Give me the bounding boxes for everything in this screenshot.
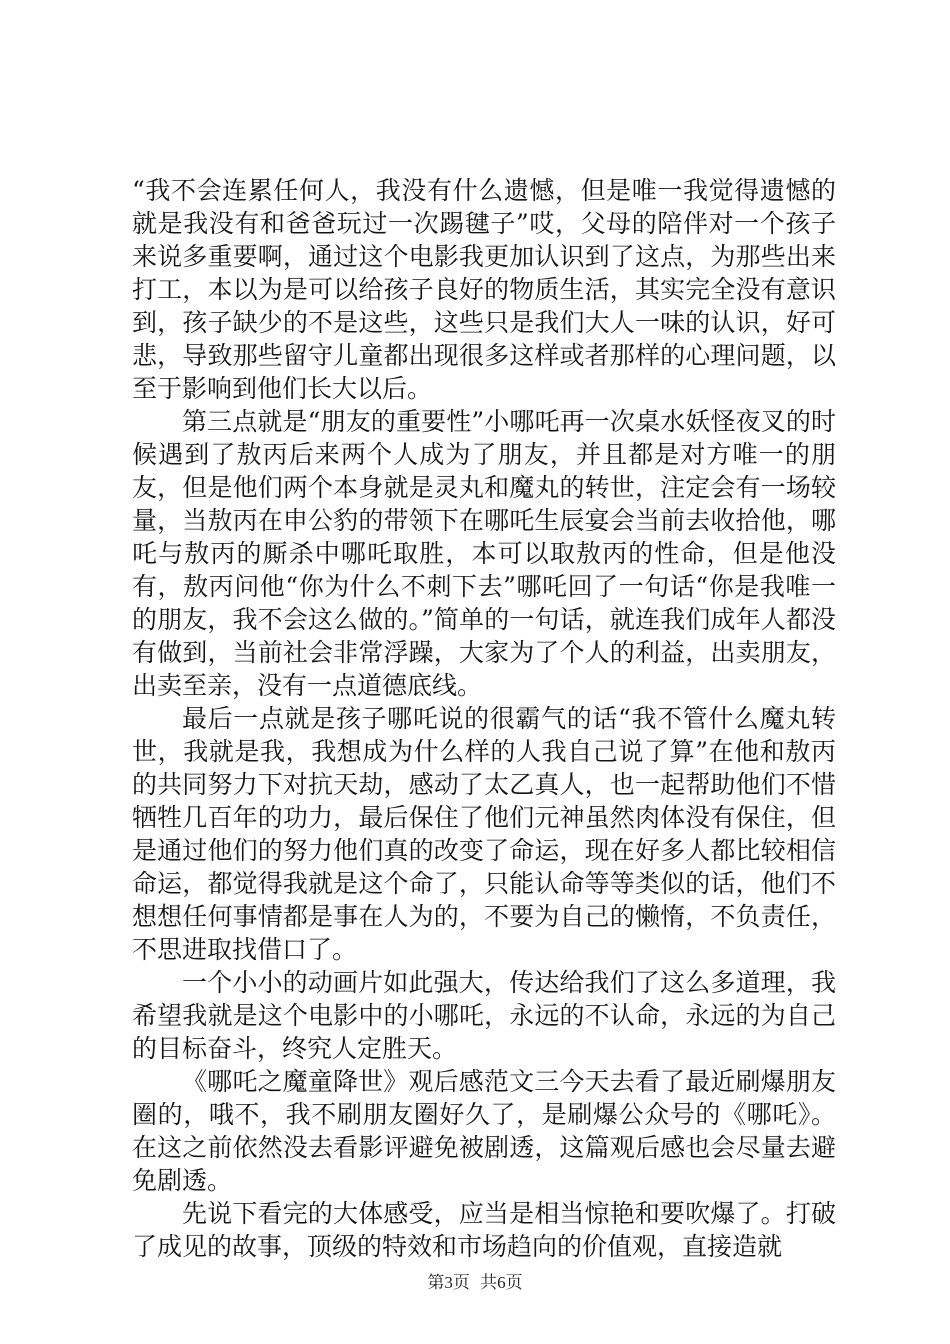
paragraph-6: 先说下看完的大体感受，应当是相当惊艳和要吹爆了。打破了成见的故事，顶级的特效和市场趋向的价值观，直接造就 — [132, 1199, 836, 1261]
paragraph-5: 《哪吒之魔童降世》观后感范文三今天去看了最近刷爆朋友圈的，哦不，我不刷朋友圈好久了，是刷爆公众号的《哪吒》。在这之前依然没去看影评避免被剧透，这篇观后感也会尽量去避免剧透。 — [132, 1067, 836, 1195]
paragraph-3: 最后一点就是孩子哪吒说的很霸气的话“我不管什么魔丸转世，我就是我，我想成为什么样的人我自己说了算”在他和敖丙的共同努力下对抗天劫，感动了太乙真人，也一起帮助他们不惜牺牲几百年的功力，最后保住了他们元神虽然肉体没有保住，但是通过他们的努力他们真的改变了命运，现在好多人都比较相信命运，都觉得我就是这个命了，只能认命等等类似的话，他们不想想任何事情都是事在人为的，不要为自己的懒惰，不负责任，不思进取找借口了。 — [132, 704, 836, 964]
page-footer — [0, 1268, 950, 1293]
page-number: 第3页 — [427, 1273, 470, 1292]
paragraph-2: 第三点就是“朋友的重要性”小哪吒再一次桌水妖怪夜叉的时候遇到了敖丙后来两个人成为了朋友，并且都是对方唯一的朋友，但是他们两个本身就是灵丸和魔丸的转世，注定会有一场较量，当敖丙在申公豹的带领下在哪吒生辰宴会当前去收拾他，哪吒与敖丙的厮杀中哪吒取胜，本可以取敖丙的性命，但是他没有，敖丙问他“你为什么不刺下去”哪吒回了一句话“你是我唯一的朋友，我不会这么做的。”简单的一句话，就连我们成年人都没有做到，当前社会非常浮躁，大家为了个人的利益，出卖朋友，出卖至亲，没有一点道德底线。 — [132, 407, 836, 700]
paragraph-1: “我不会连累任何人，我没有什么遗憾，但是唯一我觉得遗憾的就是我没有和爸爸玩过一次踢毽子”哎，父母的陪伴对一个孩子来说多重要啊，通过这个电影我更加认识到了这点，为那些出来打工，本以为是可以给孩子良好的物质生活，其实完全没有意识到，孩子缺少的不是这些，这些只是我们大人一味的认识，好可悲，导致那些留守儿童都出现很多这样或者那样的心理问题，以至于影响到他们长大以后。 — [132, 176, 836, 403]
paragraph-4: 一个小小的动画片如此强大，传达给我们了这么多道理，我希望我就是这个电影中的小哪吒，永远的不认命，永远的为自己的目标奋斗，终究人定胜天。 — [132, 968, 836, 1063]
document-body — [132, 174, 836, 1263]
page-total: 共6页 — [480, 1273, 523, 1292]
